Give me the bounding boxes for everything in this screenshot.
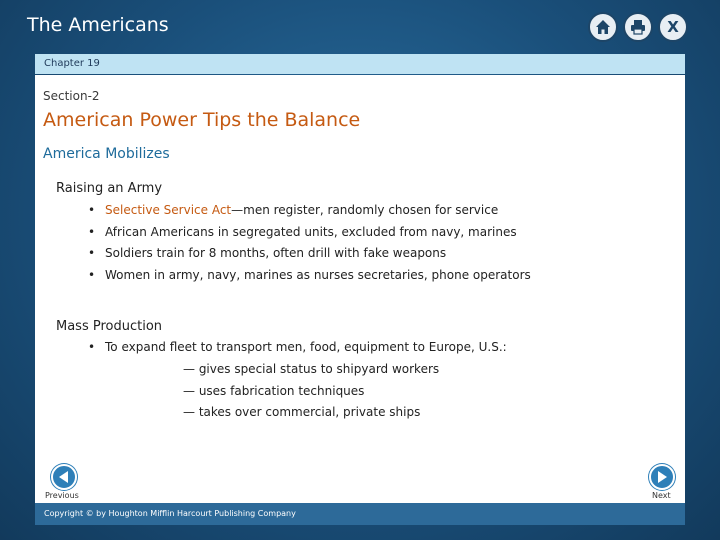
section-label: Section-2 xyxy=(43,89,100,103)
raising-heading: Raising an Army xyxy=(56,181,163,196)
dash-item: — uses fabrication techniques xyxy=(183,384,365,398)
app-title: The Americans xyxy=(27,14,169,36)
production-list xyxy=(103,337,507,359)
list-item: • To expand fleet to transport men, food, equipment to Europe, U.S.: xyxy=(103,337,507,359)
subhead: America Mobilizes xyxy=(43,146,170,162)
next-label[interactable]: Next xyxy=(652,491,671,500)
list-item: • Selective Service Act—men register, randomly chosen for service xyxy=(103,200,531,222)
arrow-left-icon xyxy=(59,471,69,483)
next-button[interactable] xyxy=(649,464,675,490)
copyright-footer: Copyright © by Houghton Mifflin Harcourt Publishing Company xyxy=(35,503,685,525)
arrow-right-icon xyxy=(657,471,667,483)
raising-list xyxy=(103,200,531,287)
production-heading: Mass Production xyxy=(56,319,163,334)
print-icon[interactable] xyxy=(623,12,653,42)
list-item: • Soldiers train for 8 months, often drill with fake weapons xyxy=(103,243,531,265)
page-title: American Power Tips the Balance xyxy=(43,109,361,131)
content-panel xyxy=(35,75,685,503)
previous-label[interactable]: Previous xyxy=(45,491,79,500)
highlight-term: Selective Service Act xyxy=(105,203,232,217)
dash-item: — gives special status to shipyard workers xyxy=(183,362,440,376)
list-item: • Women in army, navy, marines as nurses secretaries, phone operators xyxy=(103,265,531,287)
close-icon[interactable] xyxy=(658,12,688,42)
top-toolbar xyxy=(588,12,688,42)
dash-item: — takes over commercial, private ships xyxy=(183,405,421,419)
list-item: • African Americans in segregated units, excluded from navy, marines xyxy=(103,222,531,244)
chapter-bar: Chapter 19 xyxy=(35,54,685,74)
previous-button[interactable] xyxy=(51,464,77,490)
home-icon[interactable] xyxy=(588,12,618,42)
close-icon-label: X xyxy=(667,18,679,36)
